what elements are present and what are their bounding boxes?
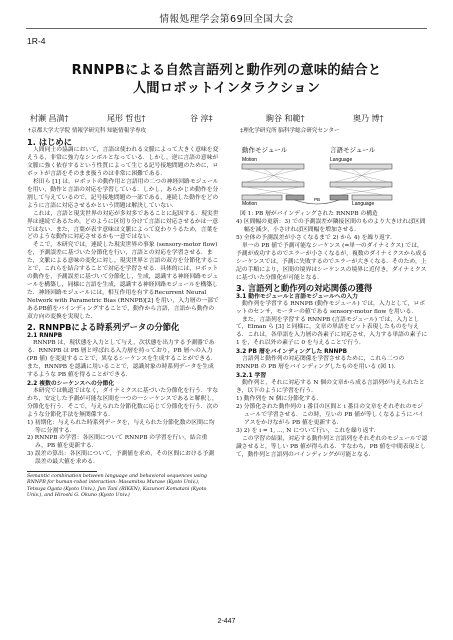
rnnpb-diagram bbox=[234, 144, 427, 206]
list-item: 1) 動作列を N 個に分節化する． bbox=[236, 396, 323, 403]
header-rule bbox=[26, 28, 427, 29]
left-column bbox=[27, 137, 219, 499]
paragraph: 言語列と動作列の対応関係を学習させるために，これら二つの RNNPB の PB 層をバインディングしたものを用いる (図 1)． bbox=[236, 356, 405, 371]
right-column bbox=[236, 219, 428, 460]
section-heading: 3. 言語列と動作列の対応関係の獲得 bbox=[236, 282, 373, 293]
pb-label: PB bbox=[314, 197, 321, 202]
list-item: 5) 全体の予測誤差が小さくなるまで 2) から 4) を繰り返す． bbox=[236, 234, 396, 241]
paragraph: この学習の結果，対応する動作列と言語列をそれぞれのモジュールで認識させると，等しい PB 値が得られる．すなわち，PB 値を中間表現として，動作列と言語列のバインディングが可能となる． bbox=[236, 435, 428, 458]
paragraph: 単一の PB 値で予測可能なシーケンス (=単一のダイナミクス) では，予測が成功するのでエラーが小さくなるが，複数のダイナミクスから成るシーケンスでは，予測に失敗するのでエラーが大きくなる．そのため，上記の手順により，区間の境界はシーケンスの境界に近付き，ダイナミクスに基づいた分節化が可能となる． bbox=[236, 242, 428, 281]
page-number: 2-447 bbox=[217, 618, 236, 625]
paragraph: 動作列を学習する RNNPB (動作モジュール) では，入力として，ロボットのセンサ，モーターの値である sensory-motor flow を用いる． bbox=[236, 300, 426, 315]
paper-id: 1R-4 bbox=[27, 36, 46, 46]
paragraph: これは，言語と現実世界の対応が多対多であることに起因する．現実世界は連続であるため，どのように区切り分けて言語に対応させるかは一意ではない．また，言葉が表す意味は文脈によって変わりうるため，言葉をどのような動作に対応させるかも一意ではない． bbox=[27, 210, 219, 241]
motion-output-label: Motion bbox=[242, 157, 258, 163]
paragraph: RNNPB は，現状態を入力として与え，次状態を出力する予測器である．RNNPB は PB 層と呼ばれる入力層を持っており，PB 層への入力 (PB 値) を変更することで，異なるシーケンスを生成することができる．また，RNNPB を認識に用いることで，認識対象の時系列データを生成するような PB 値を得ることができる． bbox=[27, 339, 217, 378]
author: 村瀬 昌満† bbox=[30, 114, 69, 123]
affiliation: †京都大学大学院 情報学研究科 知能情報学専攻 bbox=[28, 128, 147, 134]
paragraph: 本研究では軌道ではなく，ダイナミクスに基づいた分節化を行う．すなわち，安定した予測が可能な区間を一つの一シーケンスであると解釈し，分節化を行う．そこで，与えられた分節化数に応じて分節化を行う．次のような分節化手法を無関係する． bbox=[27, 387, 219, 418]
paragraph: そこで，本研究では，連続した現実世界の事象 (sensory-motor flow) を，予測誤差に基づいた分節化を行い，言語との対応を学習させる．また，文脈による意味の変化に対し，現実世界と言語の双方を分節化することで，これらを結合することで対応を学習させる．具体的には，ロボットの動作を，予測誤差に基づいて分節化し，生成，認識する神経回路モジュールを構築し，同様に言語を生成，認識する神経回路モジュールを構築した．神経回路モジュールには，相互作用を有するRecurrent Neural Network with Parametric Bias (RNNPB)[2] を用い，入力層の一部であるPB値をバインディングすることで，動作から言語，言語から動作の双方向の変換を実現した． bbox=[27, 242, 219, 321]
author: 奥乃 博† bbox=[353, 114, 384, 123]
figure-caption: 図 1: PB 層がバインディングされた RNNPB の構造 bbox=[240, 211, 378, 217]
language-module-label: 言語モジュール bbox=[330, 146, 376, 154]
subsection-heading: 3.2.1 学習 bbox=[236, 373, 267, 380]
list-item: 4) 区間幅の更新：3) での予測誤差が隣接区間のものより大きければ区間幅を減少，小さければ区間幅を増加させる． bbox=[236, 219, 426, 233]
list-item: 1) 初期化：与えられた時系列データを，与えられた分節化数の区間に均等に分割する． bbox=[27, 419, 215, 434]
paragraph: 動作列と，それに対応する N 個の文章から成る言語列が与えられたとき，以下のように学習を行う． bbox=[236, 380, 425, 395]
subsection-heading: 3.1 動作モジュールと言語モジュールへの入力 bbox=[236, 293, 358, 300]
subsection-heading: 2.1 RNNPB bbox=[27, 332, 63, 339]
author: 谷 淳‡ bbox=[190, 114, 213, 123]
motion-network bbox=[242, 164, 304, 200]
language-output-label: Language bbox=[330, 157, 353, 163]
conference-header: 情報処理学会第69回全国大会 bbox=[159, 14, 294, 25]
footnote-rule bbox=[27, 471, 97, 472]
paper-title-line2: 人間ロボットインタラクション bbox=[132, 81, 321, 96]
subsection-heading: 3.2 PB 層をバインディングした RNNPB bbox=[236, 349, 348, 356]
list-item: 3) 2) を i = 1, ..., N について行い，これを繰り返す． bbox=[236, 427, 380, 434]
paper-title-line1: RNNPBによる自然言語列と動作列の意味的結合と bbox=[71, 63, 382, 78]
affiliation: ‡理化学研究所 脳科学総合研究センター bbox=[240, 128, 340, 134]
language-network bbox=[330, 164, 392, 200]
section-heading: 1. はじめに bbox=[27, 137, 73, 147]
section-heading: 2. RNNPBによる時系列データの分節化 bbox=[27, 321, 180, 332]
subsection-heading: 2.2 複数のシーケンスへの分節化 bbox=[27, 380, 115, 387]
footnote: Semantic combination between language and behavioral sequences using RNNPB for human-robot interaction: Masamitsu Murase (Kyoto Univ.), Tetsuya Ogata (Kyoto Univ.), Jun Tani (RIKEN), Kazunori Komatani (Kyoto Univ.), and Hiroshi G. Okuno (Kyoto Univ.) bbox=[27, 474, 208, 498]
motion-module-label: 動作モジュール bbox=[242, 146, 288, 154]
paragraph: 杉田ら [1] は，ロボットの動作用と言語用の二つの神経回路モジュールを用い，動作と言語の対応を学習している．しかし，あらかじめ動作を分割して与えているので，記号接地問題の一部である，連続した動作をどのように言語に対応させるかという問題は解決していない． bbox=[27, 178, 219, 209]
list-item: 3) 誤差の算出：各区間について，予測値を求め，その区間における予測誤差の最大値を求める． bbox=[27, 451, 215, 466]
list-item: 2) RNNPB の学習：各区間について RNNPB の学習を行い，結合重み，PB 値を更新する． bbox=[27, 435, 208, 450]
motion-input-label: Motion bbox=[242, 201, 258, 206]
paragraph: 人間同士の協調において，言語は使われる文脈によって大きく意味を変えうる，非常に強力なシンボルとなっている．しかし，逆に言語の意味が文脈に強く依存するという性質によって生じる記号接地問題のために，ロボットが言語をそのまま扱うのは非常に困難である． bbox=[27, 147, 219, 177]
author: 尾形 哲也† bbox=[107, 114, 146, 123]
language-input-label: Language bbox=[352, 201, 375, 206]
paragraph: また，言語列を学習する RNNPB (言語モジュール) では，入力として，Elman ら [3] と同様に，文章の単語をビット表現したものを与える．これは，各単語を入力層の各素子に対応させ，入力する単語の素子に 1 を，それ以外の素子に 0 を与えることで行う． bbox=[236, 316, 428, 347]
author: 駒谷 和範† bbox=[266, 114, 305, 123]
list-item: 2) 分節化された動作列の i 番目の区間と i 番目の文章をそれぞれのモジュールで学習させる．この時，互いの PB 値が等しくなるようにバイアスをかけながら PB 値を更新する． bbox=[236, 404, 424, 427]
